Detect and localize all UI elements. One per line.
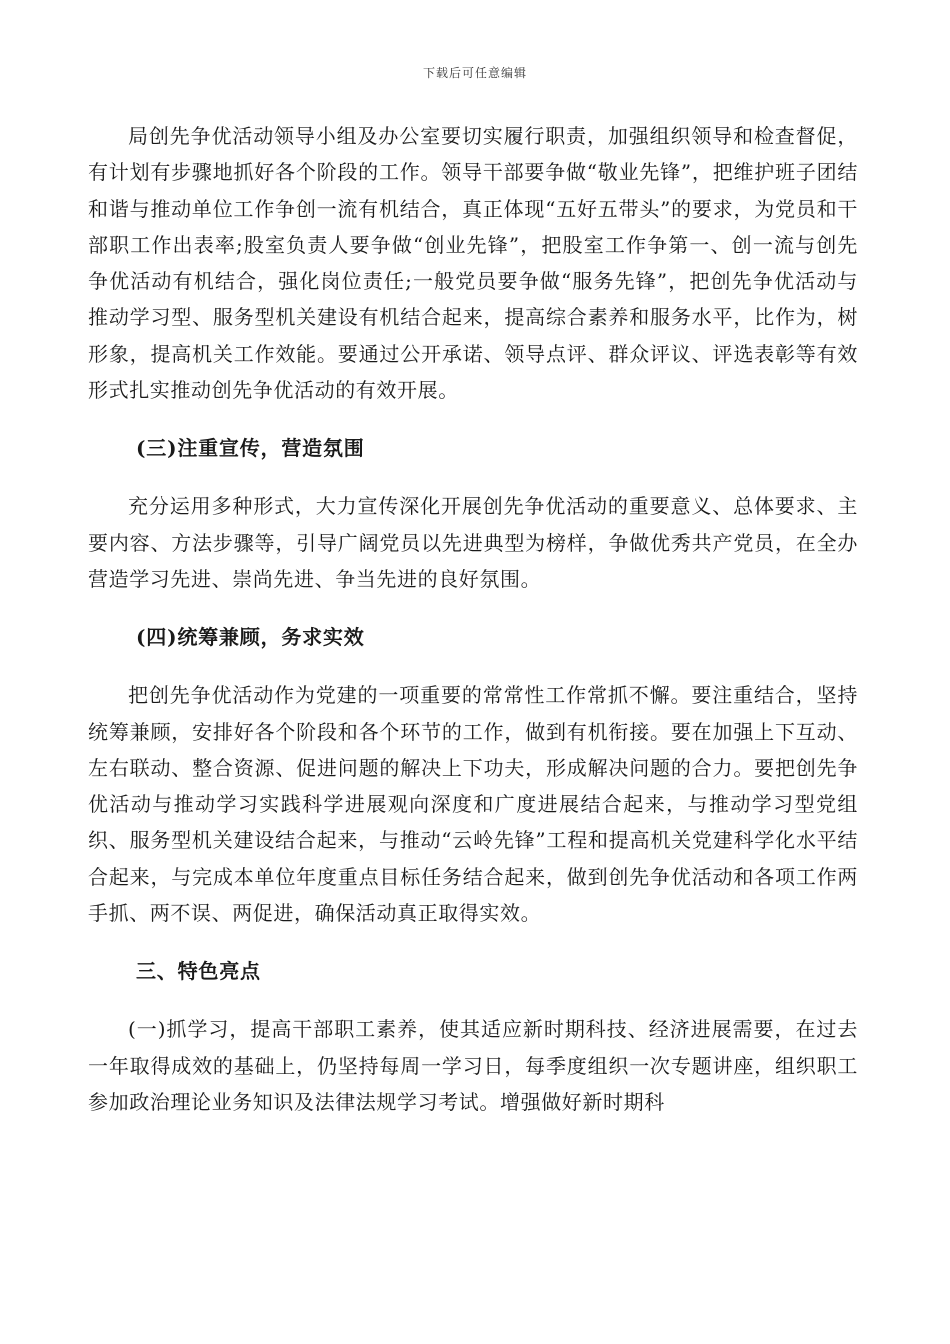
paragraph-leadership-duties: 局创先争优活动领导小组及办公室要切实履行职责，加强组织领导和检查督促，有计划有步骤地抓好各个阶段的工作。领导干部要争做“敬业先锋”，把维护班子团结和谐与推动单位工作争创一流有机结合，真正体现“五好五带头”的要求，为党员和干部职工作出表率;股室负责人要争做“创业先锋”，把股室工作争第一、创一流与创先争优活动有机结合，强化岗位责任;一般党员要争做“服务先锋”，把创先争优活动与推动学习型、服务型机关建设有机结合起来，提高综合素养和服务水平，比作为，树形象，提高机关工作效能。要通过公开承诺、领导点评、群众评议、评选表彰等有效形式扎实推动创先争优活动的有效开展。 xyxy=(88,124,858,403)
section-heading-coordination: (四)统筹兼顾，务求实效 xyxy=(136,625,365,650)
paragraph-coordination: 把创先争优活动作为党建的一项重要的常常性工作常抓不懈。要注重结合，坚持统筹兼顾，安排好各个阶段和各个环节的工作，做到有机衔接。要在加强上下互动、左右联动、整合资源、促进问题的解决上下功夫，形成解决问题的合力。要把创先争优活动与推动学习实践科学进展观向深度和广度进展结合起来，与推动学习型党组织、服务型机关建设结合起来，与推动“云岭先锋”工程和提高机关党建科学化水平结合起来，与完成本单位年度重点目标任务结合起来，做到创先争优活动和各项工作两手抓、两不误、两促进，确保活动真正取得实效。 xyxy=(88,683,858,926)
page-header: 下载后可任意编辑 xyxy=(422,66,527,80)
section-heading-highlights: 三、特色亮点 xyxy=(136,959,261,984)
section-heading-publicity: (三)注重宣传，营造氛围 xyxy=(136,436,365,461)
paragraph-study: (一)抓学习，提高干部职工素养，使其适应新时期科技、经济进展需要，在过去一年取得成效的基础上，仍坚持每周一学习日，每季度组织一次专题讲座，组织职工参加政治理论业务知识及法律法规学习考试。增强做好新时期科 xyxy=(88,1017,858,1114)
paragraph-publicity: 充分运用多种形式，大力宣传深化开展创先争优活动的重要意义、总体要求、主要内容、方法步骤等，引导广阔党员以先进典型为榜样，争做优秀共产党员，在全办营造学习先进、崇尚先进、争当先进的良好氛围。 xyxy=(88,494,858,591)
document-body xyxy=(88,118,858,1120)
